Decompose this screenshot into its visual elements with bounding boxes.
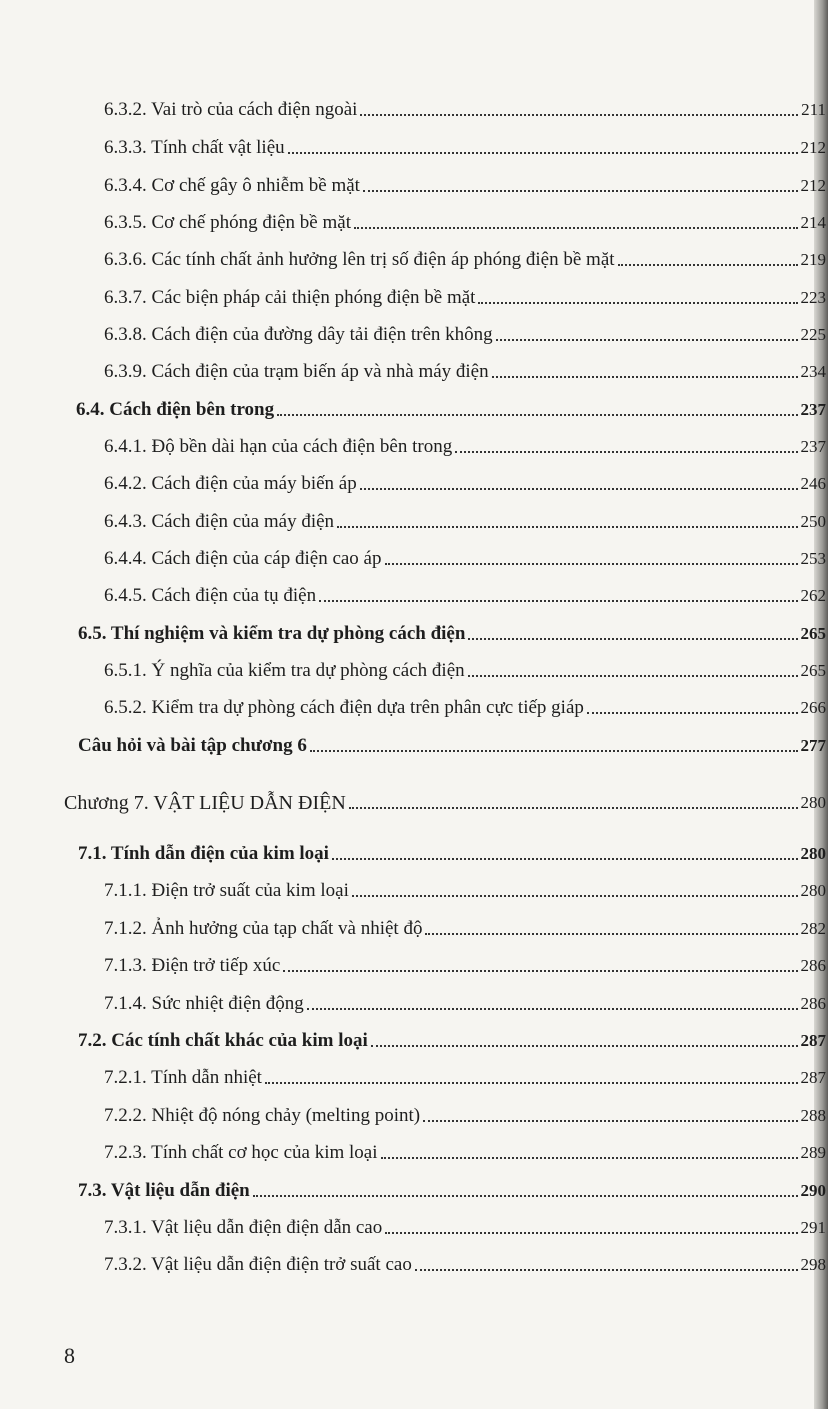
toc-entry-page: 286 bbox=[800, 994, 826, 1013]
toc-leader bbox=[277, 413, 797, 416]
toc-leader bbox=[319, 599, 797, 602]
toc-entry-page: 266 bbox=[800, 698, 826, 717]
toc-leader bbox=[618, 263, 798, 266]
toc-entry-page: 212 bbox=[800, 138, 826, 157]
toc-entry[interactable] bbox=[104, 1142, 826, 1164]
toc-entry-page: 289 bbox=[800, 1143, 826, 1162]
toc-entry-label: 6.3.4. Cơ chế gây ô nhiễm bề mặt bbox=[104, 175, 360, 196]
toc-entry[interactable] bbox=[104, 175, 826, 197]
toc-section-page: 280 bbox=[800, 844, 826, 863]
toc-leader bbox=[385, 562, 798, 565]
toc-leader bbox=[381, 1156, 798, 1159]
toc-entry[interactable] bbox=[104, 324, 826, 346]
toc-leader bbox=[468, 637, 797, 640]
toc-entry-label: 7.2.3. Tính chất cơ học của kim loại bbox=[104, 1142, 378, 1163]
toc-section-label: 6.5. Thí nghiệm và kiểm tra dự phòng cách điện bbox=[78, 623, 466, 644]
toc-entry-page: 219 bbox=[800, 250, 826, 269]
toc-entry-page: 287 bbox=[800, 1068, 826, 1087]
toc-leader bbox=[455, 450, 797, 453]
toc-entry-page: 253 bbox=[800, 549, 826, 568]
toc-entry[interactable] bbox=[104, 99, 826, 121]
toc-leader bbox=[415, 1268, 798, 1271]
toc-entry[interactable] bbox=[104, 249, 826, 271]
toc-chapter[interactable] bbox=[64, 792, 826, 814]
toc-leader bbox=[385, 1231, 797, 1234]
toc-leader bbox=[371, 1044, 798, 1047]
toc-leader bbox=[423, 1119, 797, 1122]
toc-entry-label: 6.5.2. Kiểm tra dự phòng cách điện dựa trên phân cực tiếp giáp bbox=[104, 697, 584, 718]
toc-entry-page: 262 bbox=[800, 586, 826, 605]
toc-entry[interactable] bbox=[104, 212, 826, 234]
toc-entry-page: 223 bbox=[800, 288, 826, 307]
toc-section-page: 290 bbox=[800, 1181, 826, 1200]
toc-entry-page: 298 bbox=[800, 1255, 826, 1274]
toc-chapter-page: 280 bbox=[800, 793, 826, 812]
toc-entry-page: 225 bbox=[800, 325, 826, 344]
toc-section[interactable] bbox=[78, 735, 826, 757]
toc-leader bbox=[496, 338, 798, 341]
toc-leader bbox=[492, 375, 798, 378]
toc-entry-page: 288 bbox=[800, 1106, 826, 1125]
toc-entry-label: 7.3.1. Vật liệu dẫn điện điện dẫn cao bbox=[104, 1217, 383, 1238]
toc-entry-page: 212 bbox=[800, 176, 826, 195]
toc-leader bbox=[310, 749, 798, 752]
toc-entry[interactable] bbox=[104, 993, 826, 1015]
toc-entry[interactable] bbox=[104, 1105, 826, 1127]
toc-leader bbox=[360, 113, 798, 116]
toc-section-label: 7.2. Các tính chất khác của kim loại bbox=[78, 1030, 368, 1051]
toc-entry[interactable] bbox=[104, 880, 826, 902]
toc-entry[interactable] bbox=[104, 585, 826, 607]
toc-entry-page: 214 bbox=[800, 213, 826, 232]
toc-section-label: 7.1. Tính dẫn điện của kim loại bbox=[78, 843, 329, 864]
toc-entry-page: 250 bbox=[800, 512, 826, 531]
toc-entry[interactable] bbox=[104, 697, 826, 719]
toc-entry-label: 6.4.4. Cách điện của cáp điện cao áp bbox=[104, 548, 382, 569]
toc-entry-label: 6.3.8. Cách điện của đường dây tải điện trên không bbox=[104, 324, 493, 345]
toc-entry-page: 291 bbox=[800, 1218, 826, 1237]
toc-entry-page: 265 bbox=[800, 661, 826, 680]
page-number: 8 bbox=[64, 1343, 75, 1368]
toc-entry-label: 6.3.2. Vai trò của cách điện ngoài bbox=[104, 99, 358, 120]
toc-entry-label: 6.3.3. Tính chất vật liệu bbox=[104, 137, 285, 158]
toc-entry[interactable] bbox=[104, 436, 826, 458]
toc-leader bbox=[349, 806, 798, 809]
toc-section-page: 277 bbox=[800, 736, 826, 755]
toc-entry-label: 6.3.7. Các biện pháp cải thiện phóng điện bề mặt bbox=[104, 287, 476, 308]
toc-entry[interactable] bbox=[104, 1254, 826, 1276]
toc-entry-page: 286 bbox=[800, 956, 826, 975]
toc-leader bbox=[360, 487, 798, 490]
toc-entry[interactable] bbox=[104, 548, 826, 570]
toc-leader bbox=[283, 969, 797, 972]
toc-entry[interactable] bbox=[104, 1217, 826, 1239]
toc-entry[interactable] bbox=[104, 473, 826, 495]
toc-leader bbox=[307, 1007, 798, 1010]
toc-entry-label: 6.3.6. Các tính chất ảnh hưởng lên trị số điện áp phóng điện bề mặt bbox=[104, 249, 615, 270]
toc-leader bbox=[425, 932, 797, 935]
toc-leader bbox=[587, 711, 798, 714]
toc-section[interactable] bbox=[78, 1030, 826, 1052]
toc-entry-label: 7.1.2. Ảnh hưởng của tạp chất và nhiệt độ bbox=[104, 918, 423, 939]
toc-entry-page: 234 bbox=[800, 362, 826, 381]
toc-entry[interactable] bbox=[104, 918, 826, 940]
toc-entry-page: 211 bbox=[801, 100, 826, 119]
toc-entry[interactable] bbox=[104, 287, 826, 309]
toc-leader bbox=[332, 857, 798, 860]
toc-leader bbox=[478, 301, 797, 304]
toc-section[interactable] bbox=[78, 843, 826, 865]
toc-section-page: 237 bbox=[800, 400, 826, 419]
toc-entry-label: 7.2.2. Nhiệt độ nóng chảy (melting point) bbox=[104, 1105, 421, 1126]
toc-leader bbox=[288, 151, 798, 154]
toc-section[interactable] bbox=[76, 399, 826, 421]
toc-section[interactable] bbox=[78, 623, 826, 645]
toc-entry-label: 7.1.4. Sức nhiệt điện động bbox=[104, 993, 304, 1014]
toc-leader bbox=[352, 894, 798, 897]
toc-entry-page: 246 bbox=[800, 474, 826, 493]
toc-section[interactable] bbox=[78, 1180, 826, 1202]
toc-entry-label: 6.4.2. Cách điện của máy biến áp bbox=[104, 473, 357, 494]
toc-entry[interactable] bbox=[104, 1067, 826, 1089]
toc-section-label: Câu hỏi và bài tập chương 6 bbox=[78, 735, 307, 756]
toc-entry-label: 7.1.1. Điện trở suất của kim loại bbox=[104, 880, 349, 901]
toc-leader bbox=[253, 1194, 798, 1197]
toc-leader bbox=[337, 525, 797, 528]
toc-entry-label: 6.4.3. Cách điện của máy điện bbox=[104, 511, 335, 532]
toc-entry-page: 237 bbox=[800, 437, 826, 456]
toc-entry-page: 280 bbox=[800, 881, 826, 900]
toc-entry-label: 6.4.5. Cách điện của tụ điện bbox=[104, 585, 317, 606]
toc-entry-label: 6.3.5. Cơ chế phóng điện bề mặt bbox=[104, 212, 351, 233]
toc-entry-label: 6.5.1. Ý nghĩa của kiểm tra dự phòng cách điện bbox=[104, 660, 465, 681]
toc-entry[interactable] bbox=[104, 137, 826, 159]
toc-section-label: 7.3. Vật liệu dẫn điện bbox=[78, 1180, 250, 1201]
toc-leader bbox=[354, 226, 798, 229]
toc-entry-label: 7.2.1. Tính dẫn nhiệt bbox=[104, 1067, 262, 1088]
toc-section-label: 6.4. Cách điện bên trong bbox=[76, 399, 275, 420]
toc-entry-label: 6.4.1. Độ bền dài hạn của cách điện bên trong bbox=[104, 436, 453, 457]
toc-entry-page: 282 bbox=[800, 919, 826, 938]
toc-leader bbox=[265, 1081, 798, 1084]
toc-entry-label: 6.3.9. Cách điện của trạm biến áp và nhà máy điện bbox=[104, 361, 489, 382]
toc-leader bbox=[468, 674, 798, 677]
toc-chapter-label: Chương 7. VẬT LIỆU DẪN ĐIỆN bbox=[64, 792, 346, 814]
toc-entry[interactable] bbox=[104, 511, 826, 533]
toc-leader bbox=[363, 189, 798, 192]
toc-entry[interactable] bbox=[104, 955, 826, 977]
toc-section-page: 287 bbox=[800, 1031, 826, 1050]
toc-entry-label: 7.3.2. Vật liệu dẫn điện điện trở suất cao bbox=[104, 1254, 412, 1275]
toc-entry[interactable] bbox=[104, 361, 826, 383]
toc-entry[interactable] bbox=[104, 660, 826, 682]
toc-entry-label: 7.1.3. Điện trở tiếp xúc bbox=[104, 955, 281, 976]
toc-section-page: 265 bbox=[800, 624, 826, 643]
